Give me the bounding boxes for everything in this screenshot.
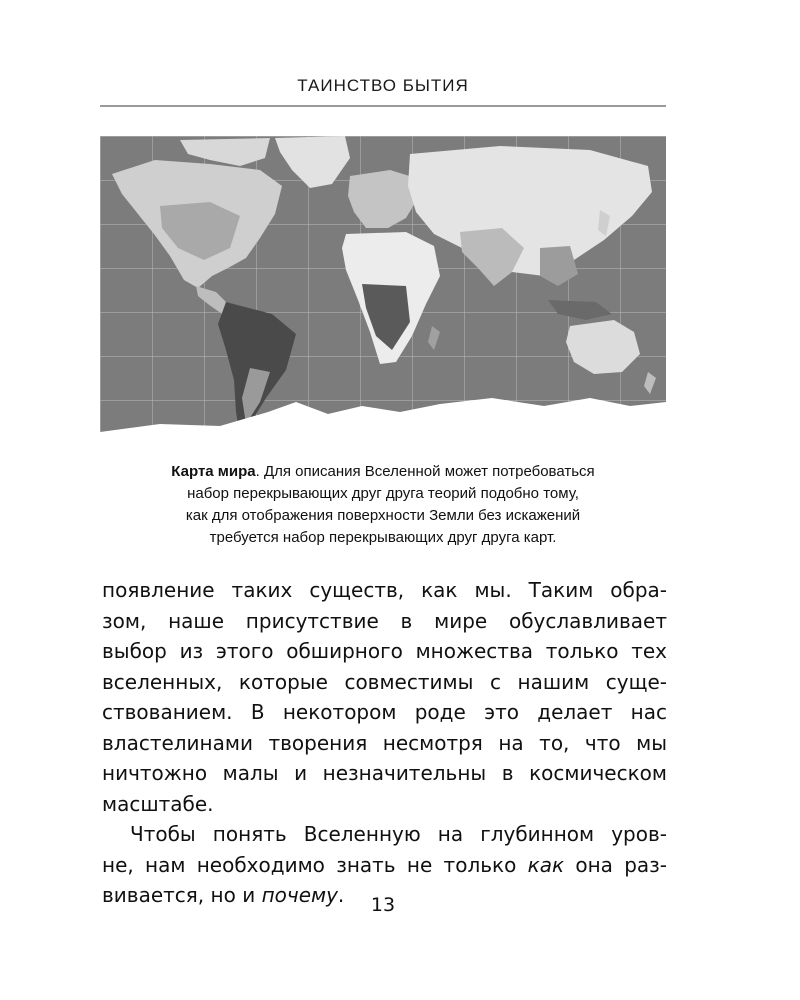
text-run: не, нам необходимо знать не только (102, 852, 528, 877)
text-line: появление таких существ, как мы. Таким обра- (102, 578, 667, 602)
world-map-figure (100, 136, 666, 442)
text-line: выбор из этого обширного множества только тех (102, 639, 667, 663)
caption-line: набор перекрывающих друг друга теорий подобно тому, (187, 485, 579, 502)
text-line: вселенных, которые совместимы с нашим суще- (102, 669, 667, 694)
text-line: масштабе. (102, 791, 214, 816)
caption-text: . Для описания Вселенной может потребоваться (255, 463, 595, 480)
text-line: ничтожно малы и незначительны в космическом (102, 761, 667, 785)
page-number: 13 (370, 894, 396, 916)
header-rule (100, 105, 666, 107)
caption-lead: Карта мира (171, 463, 256, 480)
running-head: ТАИНСТВО БЫТИЯ (297, 76, 469, 95)
text-run: она раз- (564, 852, 667, 877)
text-run: . (337, 883, 345, 907)
text-line: властелинами творения несмотря на то, что мы (102, 730, 667, 755)
emphasis: почему (261, 883, 338, 907)
text-run: вивается, но и (102, 883, 262, 907)
emphasis: как (527, 852, 565, 877)
caption-line: как для отображения поверхности Земли без искажений (185, 507, 581, 524)
text-line (102, 850, 667, 881)
world-map-icon (100, 136, 666, 442)
text-line: Чтобы понять Вселенную на глубинном уров- (130, 822, 667, 846)
text-line: зом, наше присутствие в мире обуславливает (102, 608, 667, 633)
figure-caption (100, 461, 666, 549)
body-text (102, 575, 667, 911)
caption-line (100, 461, 666, 483)
caption-line: требуется набор перекрывающих друг друга карт. (209, 529, 557, 546)
paragraph (102, 575, 667, 819)
text-line: ствованием. В некотором роде это делает нас (102, 700, 667, 724)
